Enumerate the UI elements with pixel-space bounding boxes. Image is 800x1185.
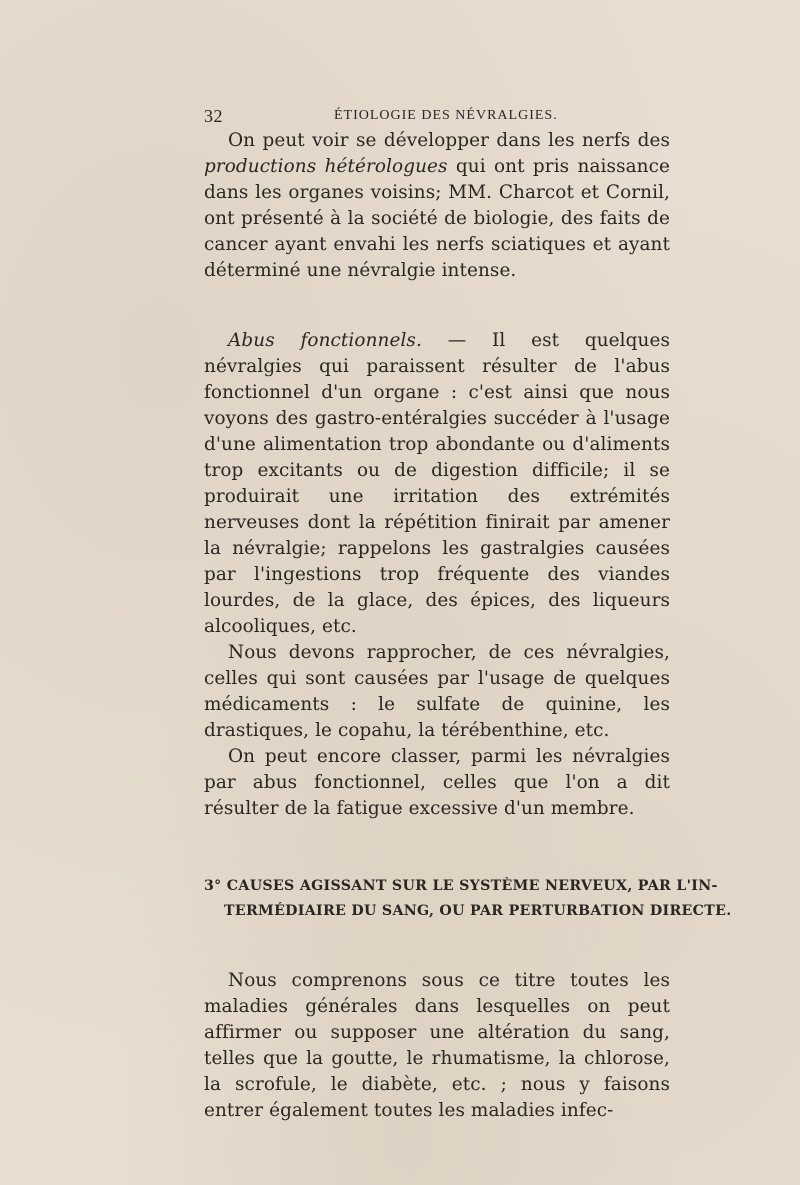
italic-subheading: Abus fonctionnels.: [228, 330, 422, 351]
section-gap: [204, 924, 670, 968]
paragraph-medications: Nous devons rapprocher, de ces névralgies, celles qui sont causées par l'usage de quelques médicaments : le sulfate de quinine, les drastiques, le copahu, la térébenthine, etc.: [204, 642, 670, 741]
book-page: [204, 98, 732, 1124]
section-heading-line-1: 3° CAUSES AGISSANT SUR LE SYSTÈME NERVEUX, PAR L'IN-: [204, 878, 718, 894]
italic-term: productions hétérologues: [204, 156, 448, 177]
paragraph-text: — Il est quelques névralgies qui paraissent résulter de l'abus fonctionnel d'un organe : c'est ainsi que nous voyons des gastro-entéralgies succéder à l'usage d'une alimentation trop abondante ou d'aliments trop excitants ou de digestion difficile; il se produirait une irritation des extrémités nerveuses dont la répétition finirait par amener la névralgie; rappelons les gastralgies causées par l'ingestions trop fréquente des viandes lourdes, de la glace, des épices, des liqueurs alcooliques, etc.: [204, 330, 670, 637]
section-heading: [204, 874, 732, 924]
running-title: ÉTIOLOGIE DES NÉVRALGIES.: [334, 108, 558, 123]
paragraph-heterologous-productions: [204, 128, 670, 284]
paragraph-text: qui ont pris naissance dans les organes voisins; MM. Charcot et Cornil, ont présenté à la société de biologie, des faits de cancer ayant envahi les nerfs sciatiques et ayant déterminé une névralgie intense.: [204, 156, 670, 281]
section-heading-line-2: TERMÉDIAIRE DU SANG, OU PAR PERTURBATION DIRECTE.: [224, 903, 732, 919]
paragraph-text: On peut voir se développer dans les nerfs des: [228, 130, 670, 151]
page-number: 32: [204, 106, 223, 126]
paragraph-gap: [204, 284, 670, 328]
running-head: [204, 98, 670, 128]
paragraph-member-fatigue: On peut encore classer, parmi les névralgies par abus fonctionnel, celles que l'on a dit résulter de la fatigue excessive d'un membre.: [204, 746, 670, 819]
section-gap: [204, 822, 670, 874]
paragraph-general-diseases: Nous comprenons sous ce titre toutes les maladies générales dans lesquelles on peut affirmer ou supposer une altération du sang, telles que la goutte, le rhumatisme, la chlorose, la scrofule, le diabète, etc. ; nous y faisons entrer également toutes les maladies infec-: [204, 970, 670, 1121]
paragraph-functional-abuse: [204, 328, 670, 640]
